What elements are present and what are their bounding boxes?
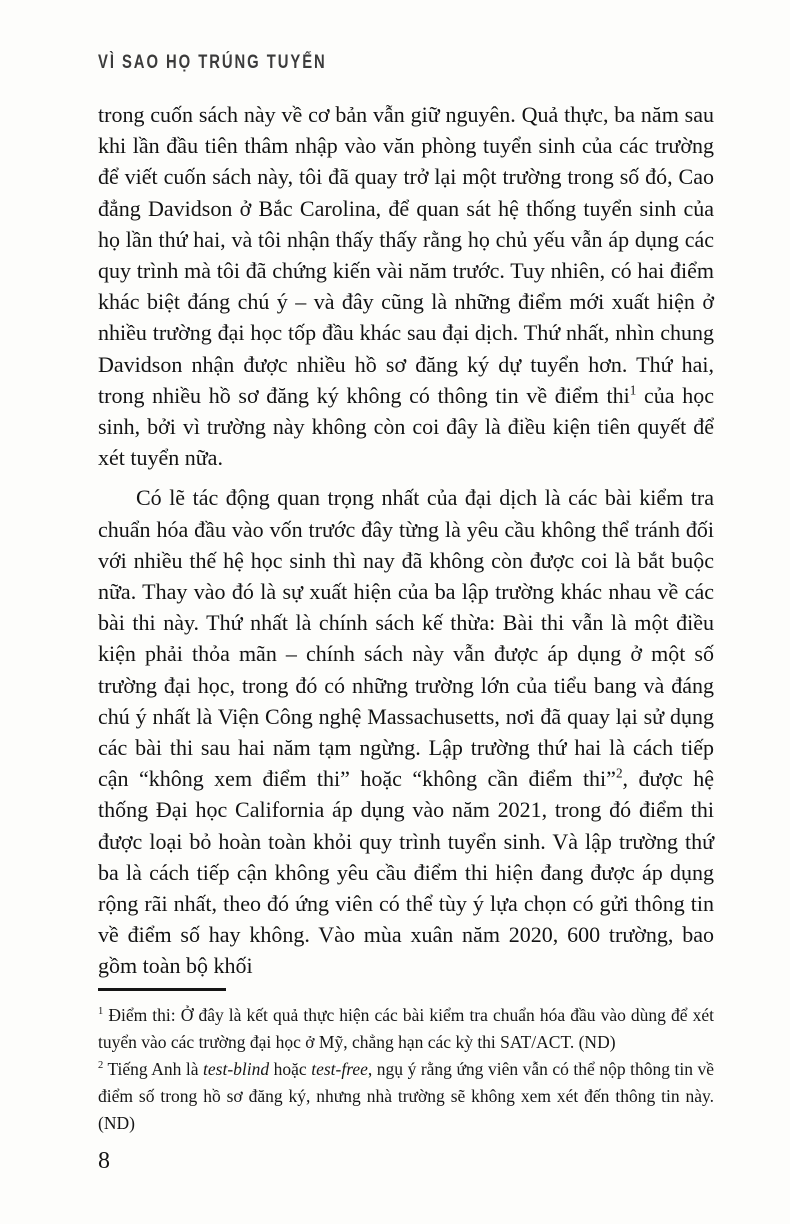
- running-header: VÌ SAO HỌ TRÚNG TUYỂN: [98, 52, 327, 73]
- paragraph-1-text-after-ref: của học sinh, bởi vì trường này không còn coi đây là điều kiện tiên quyết để xét tuyển nữa.: [98, 382, 714, 471]
- footnote-2: [98, 1056, 714, 1137]
- footnote-2-text-1: Tiếng Anh là: [103, 1059, 204, 1079]
- footnote-reference-2: 2: [615, 765, 623, 781]
- footnote-2-italic-term-1: test-blind: [203, 1059, 270, 1079]
- footnote-1-marker: 1: [98, 1006, 104, 1018]
- footnote-reference-1: 1: [629, 382, 637, 398]
- paragraph-2: [98, 482, 714, 981]
- page-number: 8: [98, 1148, 110, 1174]
- paragraph-2-text-after-ref: , được hệ thống Đại học California áp dụng vào năm 2021, trong đó điểm thi được loại bỏ hoàn toàn khỏi quy trình tuyển sinh. Và lập trường thứ ba là cách tiếp cận không yêu cầu điểm thi hiện đang được áp dụng rộng rãi nhất, theo đó ứng viên có thể tùy ý lựa chọn có gửi thông tin về điểm số hay không. Vào mùa xuân năm 2020, 600 trường, bao gồm toàn bộ khối: [98, 766, 715, 979]
- footnotes-section: [98, 988, 714, 1137]
- footnote-separator-rule: [98, 988, 226, 991]
- footnote-2-text-3: , ngụ ý rằng ứng viên vẫn có thể nộp thông tin về điểm số trong hồ sơ đăng ký, nhưng nhà trường sẽ không xem xét đến thông tin này. (ND): [98, 1059, 714, 1133]
- paragraph-1: [98, 99, 714, 473]
- paragraph-1-text-before-ref: trong cuốn sách này về cơ bản vẫn giữ nguyên. Quả thực, ba năm sau khi lần đầu tiên thâm nhập vào văn phòng tuyển sinh của các trường để viết cuốn sách này, tôi đã quay trở lại một trường trong số đó, Cao đẳng Davidson ở Bắc Carolina, để quan sát hệ thống tuyển sinh của họ lần thứ hai, và tôi nhận thấy thấy rằng họ chủ yếu vẫn áp dụng các quy trình mà tôi đã chứng kiến vài năm trước. Tuy nhiên, có hai điểm khác biệt đáng chú ý – và đây cũng là những điểm mới xuất hiện ở nhiều trường đại học tốp đầu khác sau đại dịch. Thứ nhất, nhìn chung Davidson nhận được nhiều hồ sơ đăng ký dự tuyển hơn. Thứ hai, trong nhiều hồ sơ đăng ký không có thông tin về điểm thi: [98, 102, 714, 408]
- footnote-2-italic-term-2: test-free: [311, 1059, 368, 1079]
- footnote-1-text: Điểm thi: Ở đây là kết quả thực hiện các bài kiểm tra chuẩn hóa đầu vào dùng để xét tuyển vào các trường đại học ở Mỹ, chẳng hạn các kỳ thi SAT/ACT. (ND): [98, 1005, 714, 1052]
- body-text: [98, 99, 714, 982]
- footnote-2-marker: 2: [98, 1060, 104, 1072]
- footnote-2-text-2: hoặc: [269, 1059, 312, 1079]
- footnote-1: [98, 1002, 714, 1056]
- paragraph-2-text-before-ref: Có lẽ tác động quan trọng nhất của đại dịch là các bài kiểm tra chuẩn hóa đầu vào vốn trước đây từng là yêu cầu không thể tránh đối với nhiều thế hệ học sinh thì nay đã không còn được coi là bắt buộc nữa. Thay vào đó là sự xuất hiện của ba lập trường khác nhau về các bài thi này. Thứ nhất là chính sách kế thừa: Bài thi vẫn là một điều kiện phải thỏa mãn – chính sách này vẫn được áp dụng ở một số trường đại học, trong đó có những trường lớn của tiểu bang và đáng chú ý nhất là Viện Công nghệ Massachusetts, nơi đã quay lại sử dụng các bài thi sau hai năm tạm ngừng. Lập trường thứ hai là cách tiếp cận “không xem điểm thi” hoặc “không cần điểm thi”: [98, 485, 714, 792]
